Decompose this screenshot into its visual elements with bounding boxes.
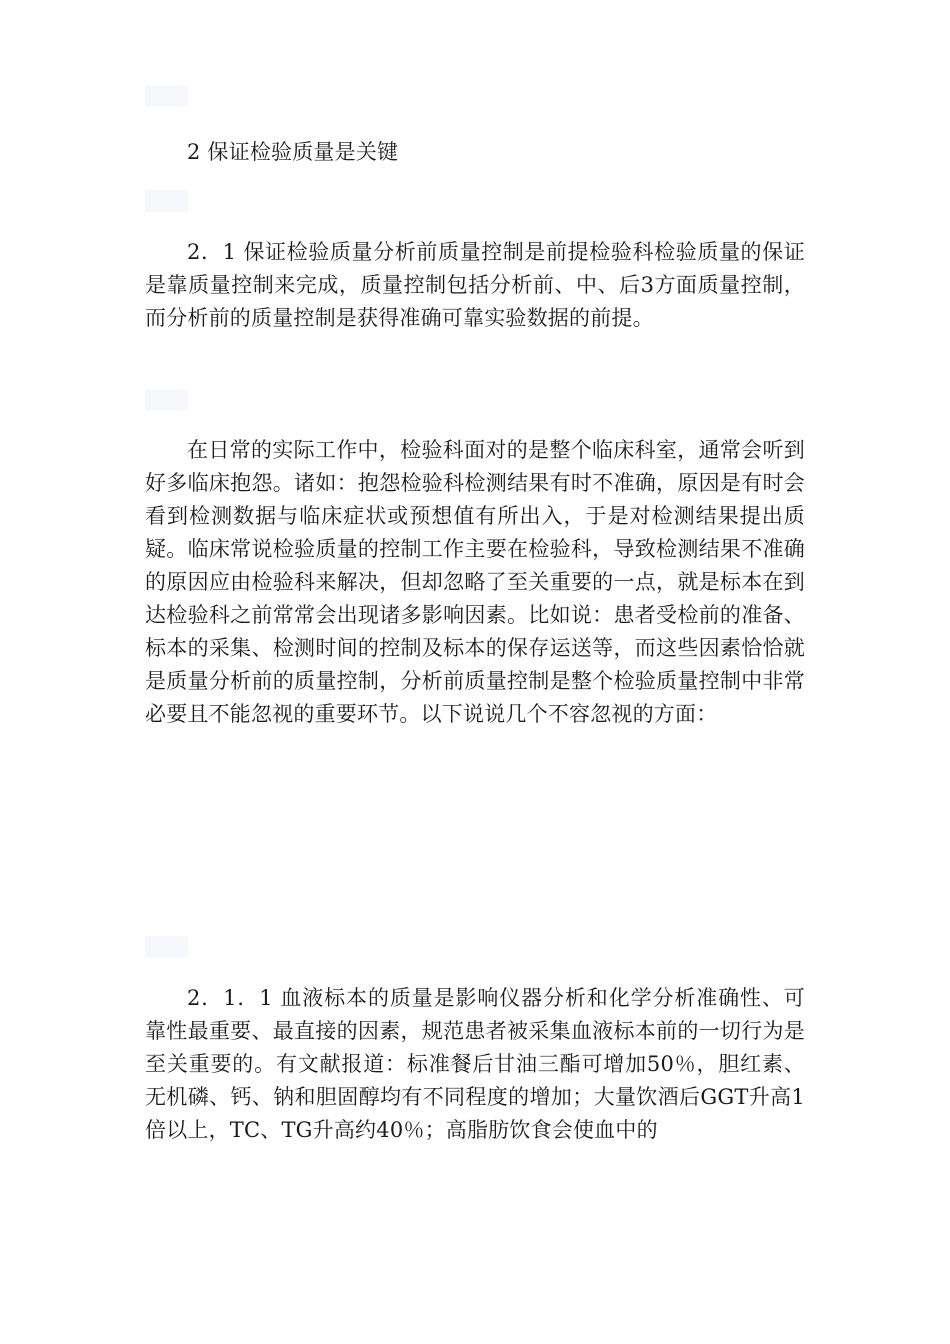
paragraph-marker: [145, 936, 188, 958]
paragraph-marker: [145, 85, 188, 107]
section-heading: 2 保证检验质量是关键: [187, 140, 399, 164]
paragraph-marker: [145, 190, 188, 212]
paragraph-marker: [145, 389, 188, 411]
paragraph-body: 在日常的实际工作中，检验科面对的是整个临床科室，通常会听到好多临床抱怨。诸如：抱怨检验科检测结果有时不准确，原因是有时会看到检测数据与临床症状或预想值有所出入，于是对检测结果提出质疑。临床常说检验质量的控制工作主要在检验科，导致检测结果不准确的原因应由检验科来解决，但却忽略了至关重要的一点，就是标本在到达检验科之前常常会出现诸多影响因素。比如说：患者受检前的准备、标本的采集、检测时间的控制及标本的保存运送等，而这些因素恰恰就是质量分析前的质量控制，分析前质量控制是整个检验质量控制中非常必要且不能忽视的重要环节。以下说说几个不容忽视的方面：: [145, 438, 805, 726]
paragraph-2-1-1: 2．1．1 血液标本的质量是影响仪器分析和化学分析准确性、可靠性最重要、最直接的因素，规范患者被采集血液标本前的一切行为是至关重要的。有文献报道：标准餐后甘油三酯可增加50％，胆红素、无机磷、钙、钠和胆固醇均有不同程度的增加；大量饮酒后GGT升高1倍以上，TC、TG升高约40％；高脂肪饮食会使血中的: [145, 986, 805, 1142]
paragraph-2-1: 2．1 保证检验质量分析前质量控制是前提检验科检验质量的保证是靠质量控制来完成，质量控制包括分析前、中、后3方面质量控制，而分析前的质量控制是获得准确可靠实验数据的前提。: [145, 240, 805, 330]
